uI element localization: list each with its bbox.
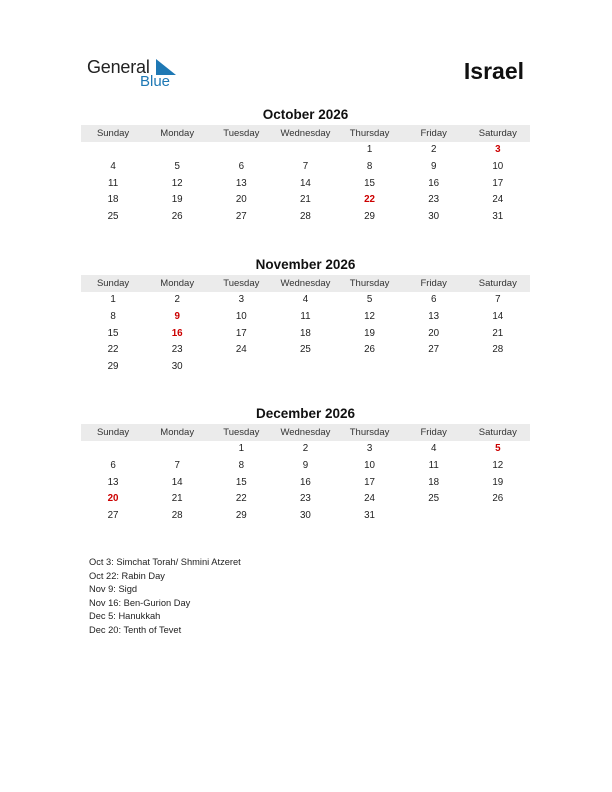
day-cell: 2 <box>302 443 309 454</box>
day-cell: 6 <box>238 160 245 172</box>
day-cell: 15 <box>364 177 376 189</box>
weekday-header: Thursday <box>349 427 390 438</box>
day-cell: 29 <box>364 211 376 223</box>
day-cell: 24 <box>492 194 504 206</box>
day-cell: 31 <box>492 211 504 223</box>
day-cell: 16 <box>299 476 311 488</box>
day-cell: 3 <box>238 294 245 305</box>
day-cell: 20 <box>235 194 247 206</box>
weekday-header: Monday <box>160 427 195 438</box>
day-cell: 17 <box>235 327 247 339</box>
day-cell <box>466 508 530 525</box>
day-cell: 28 <box>171 510 183 522</box>
day-cell <box>81 142 145 159</box>
day-cell: 7 <box>495 294 501 305</box>
week-row <box>81 475 530 492</box>
day-cell: 30 <box>171 361 183 373</box>
day-cell: 9 <box>430 160 437 172</box>
day-cell: 17 <box>492 177 504 189</box>
day-cell: 28 <box>299 211 311 223</box>
day-cell: 31 <box>364 510 376 522</box>
month-october <box>81 106 530 226</box>
week-row <box>81 326 530 343</box>
logo-text-general: General <box>87 57 150 77</box>
day-cell: 11 <box>107 177 119 189</box>
weekday-header: Tuesday <box>223 278 260 289</box>
day-cell: 23 <box>299 493 311 505</box>
day-cell: 30 <box>428 211 440 223</box>
day-cell: 6 <box>110 459 116 471</box>
holiday-entry: Oct 22: Rabin Day <box>89 570 165 581</box>
week-row <box>81 142 530 159</box>
day-cell: 21 <box>492 327 504 339</box>
day-cell: 14 <box>171 476 183 488</box>
day-cell: 5 <box>174 160 180 172</box>
week-row <box>81 342 530 359</box>
day-cell: 18 <box>107 194 119 206</box>
day-cell: 14 <box>492 310 504 322</box>
weekday-header-row <box>81 275 530 292</box>
day-cell: 15 <box>235 476 247 488</box>
day-cell: 16 <box>428 177 440 189</box>
day-cell: 11 <box>300 310 311 322</box>
weekday-header: Monday <box>160 128 195 139</box>
holiday-day-cell: 3 <box>495 144 501 155</box>
weekday-header: Friday <box>420 427 447 438</box>
day-cell: 13 <box>107 476 119 488</box>
weekday-header: Sunday <box>96 278 130 289</box>
week-row <box>81 159 530 176</box>
day-cell: 4 <box>430 443 437 454</box>
day-cell: 23 <box>171 344 183 356</box>
week-row <box>81 192 530 209</box>
country-title: Israel <box>463 58 524 84</box>
week-row <box>81 309 530 326</box>
holiday-entry: Dec 5: Hanukkah <box>89 611 161 622</box>
day-cell: 25 <box>428 493 440 505</box>
day-cell: 22 <box>235 493 247 505</box>
weekday-header: Sunday <box>96 427 130 438</box>
week-row <box>81 458 530 475</box>
day-cell: 1 <box>238 443 245 454</box>
holiday-day-cell: 9 <box>174 310 180 322</box>
week-row <box>81 491 530 508</box>
day-cell: 7 <box>174 459 180 471</box>
weekday-header: Saturday <box>478 427 517 438</box>
day-cell <box>402 359 466 376</box>
day-cell: 19 <box>492 476 504 488</box>
weekday-header: Tuesday <box>223 128 260 139</box>
day-cell: 19 <box>364 327 376 339</box>
day-cell: 23 <box>428 194 440 206</box>
day-cell: 15 <box>107 327 119 339</box>
day-cell: 28 <box>492 344 504 356</box>
day-cell: 29 <box>107 361 119 373</box>
day-cell: 5 <box>366 294 373 305</box>
logo <box>87 57 187 93</box>
weekday-header: Wednesday <box>280 128 331 139</box>
day-cell: 21 <box>171 493 183 505</box>
day-cell: 27 <box>235 211 247 223</box>
logo-text-blue: Blue <box>140 73 171 90</box>
day-cell: 26 <box>171 211 183 223</box>
week-row <box>81 359 530 376</box>
day-cell: 8 <box>238 459 245 471</box>
day-cell: 26 <box>492 493 504 505</box>
day-cell: 8 <box>366 160 373 172</box>
day-cell <box>402 508 466 525</box>
day-cell: 8 <box>110 310 116 322</box>
day-cell <box>273 359 337 376</box>
day-cell <box>81 441 145 458</box>
day-cell: 7 <box>302 160 309 172</box>
day-cell: 18 <box>428 476 440 488</box>
month-december <box>81 405 530 525</box>
weekday-header: Wednesday <box>280 278 331 289</box>
day-cell: 13 <box>428 310 440 322</box>
day-cell: 30 <box>299 510 311 522</box>
day-cell: 20 <box>428 327 440 339</box>
holiday-entry: Nov 9: Sigd <box>89 584 138 595</box>
weekday-header: Saturday <box>478 128 517 139</box>
weekday-header: Sunday <box>96 128 130 139</box>
day-cell: 2 <box>174 294 180 305</box>
day-cell: 2 <box>430 144 437 155</box>
holiday-entry: Nov 16: Ben-Gurion Day <box>89 597 191 608</box>
day-cell: 11 <box>428 459 439 471</box>
holiday-day-cell: 16 <box>171 327 183 339</box>
day-cell: 27 <box>428 344 440 356</box>
day-cell: 10 <box>492 160 504 172</box>
day-cell: 12 <box>364 310 376 322</box>
weekday-header: Friday <box>420 278 447 289</box>
day-cell <box>466 359 530 376</box>
day-cell: 6 <box>430 294 437 305</box>
day-cell: 26 <box>364 344 376 356</box>
day-cell: 3 <box>366 443 373 454</box>
holiday-list <box>89 556 241 638</box>
day-cell <box>209 359 273 376</box>
week-row <box>81 292 530 309</box>
week-row <box>81 508 530 525</box>
weekday-header: Friday <box>420 128 447 139</box>
day-cell: 4 <box>110 160 116 172</box>
week-row <box>81 176 530 193</box>
weekday-header: Thursday <box>349 278 390 289</box>
day-cell: 27 <box>107 510 119 522</box>
weekday-header: Tuesday <box>223 427 260 438</box>
day-cell: 12 <box>492 459 504 471</box>
month-november <box>81 256 530 376</box>
day-cell <box>273 142 337 159</box>
day-cell: 18 <box>299 327 311 339</box>
day-cell: 1 <box>366 144 373 155</box>
day-cell: 4 <box>302 294 309 305</box>
week-row <box>81 209 530 226</box>
holiday-entry: Oct 3: Simchat Torah/ Shmini Atzeret <box>89 557 241 567</box>
holiday-day-cell: 5 <box>495 443 501 454</box>
month-title: October 2026 <box>262 107 349 122</box>
week-row <box>81 441 530 458</box>
holiday-day-cell: 22 <box>364 194 376 206</box>
day-cell: 9 <box>302 459 309 471</box>
day-cell: 24 <box>235 344 247 356</box>
weekday-header-row <box>81 125 530 142</box>
holiday-entry: Dec 20: Tenth of Tevet <box>89 624 182 635</box>
day-cell: 25 <box>107 211 119 223</box>
day-cell <box>145 441 209 458</box>
month-title: December 2026 <box>255 406 356 421</box>
day-cell: 21 <box>299 194 311 206</box>
day-cell: 29 <box>235 510 247 522</box>
day-cell: 19 <box>171 194 183 206</box>
day-cell <box>209 142 273 159</box>
month-title: November 2026 <box>255 257 356 272</box>
day-cell: 24 <box>364 493 376 505</box>
day-cell: 12 <box>171 177 183 189</box>
weekday-header: Monday <box>160 278 195 289</box>
day-cell: 17 <box>364 476 376 488</box>
day-cell: 14 <box>299 177 311 189</box>
day-cell: 13 <box>235 177 247 189</box>
day-cell <box>338 359 402 376</box>
weekday-header: Thursday <box>349 128 390 139</box>
holiday-day-cell: 20 <box>107 493 119 505</box>
weekday-header: Saturday <box>478 278 517 289</box>
day-cell <box>145 142 209 159</box>
weekday-header-row <box>81 424 530 441</box>
day-cell: 10 <box>364 459 376 471</box>
day-cell: 1 <box>110 294 116 305</box>
day-cell: 22 <box>107 344 119 356</box>
weekday-header: Wednesday <box>280 427 331 438</box>
day-cell: 25 <box>299 344 311 356</box>
day-cell: 10 <box>235 310 247 322</box>
